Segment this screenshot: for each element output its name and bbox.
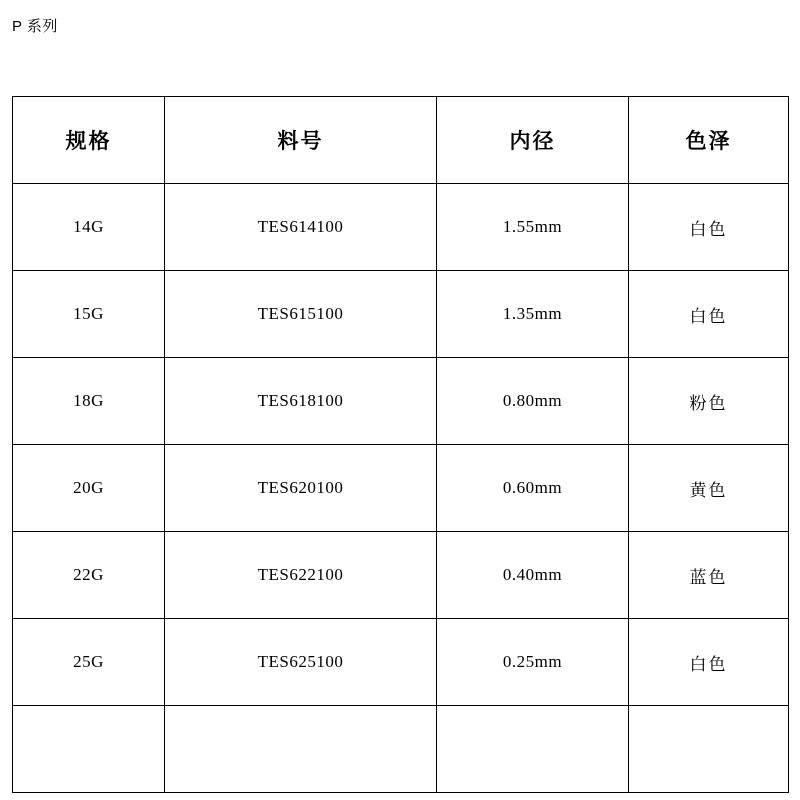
cell-color (629, 706, 789, 793)
cell-color: 白色 (629, 619, 789, 706)
cell-inner-diameter: 0.25mm (437, 619, 629, 706)
cell-part-number (165, 706, 437, 793)
cell-color: 黄色 (629, 445, 789, 532)
cell-color: 白色 (629, 271, 789, 358)
column-header-spec: 规格 (13, 97, 165, 184)
cell-inner-diameter: 0.40mm (437, 532, 629, 619)
cell-part-number: TES620100 (165, 445, 437, 532)
table-header (13, 97, 789, 184)
table-row (13, 706, 789, 793)
cell-spec: 15G (13, 271, 165, 358)
cell-part-number: TES618100 (165, 358, 437, 445)
cell-spec: 18G (13, 358, 165, 445)
table-body (13, 184, 789, 793)
cell-inner-diameter: 0.60mm (437, 445, 629, 532)
column-header-inner-diameter: 内径 (437, 97, 629, 184)
cell-spec: 14G (13, 184, 165, 271)
table-row (13, 271, 789, 358)
cell-part-number: TES614100 (165, 184, 437, 271)
cell-color: 粉色 (629, 358, 789, 445)
spec-table (12, 96, 789, 793)
cell-inner-diameter: 0.80mm (437, 358, 629, 445)
cell-spec (13, 706, 165, 793)
cell-color: 白色 (629, 184, 789, 271)
cell-part-number: TES615100 (165, 271, 437, 358)
spec-table-container (12, 96, 788, 793)
cell-color: 蓝色 (629, 532, 789, 619)
column-header-color: 色泽 (629, 97, 789, 184)
column-header-part-number: 料号 (165, 97, 437, 184)
table-row (13, 445, 789, 532)
cell-spec: 22G (13, 532, 165, 619)
cell-inner-diameter: 1.55mm (437, 184, 629, 271)
cell-spec: 20G (13, 445, 165, 532)
cell-part-number: TES625100 (165, 619, 437, 706)
table-header-row (13, 97, 789, 184)
table-row (13, 532, 789, 619)
table-row (13, 358, 789, 445)
cell-part-number: TES622100 (165, 532, 437, 619)
table-row (13, 184, 789, 271)
page-title: P 系列 (12, 18, 58, 35)
cell-inner-diameter (437, 706, 629, 793)
cell-inner-diameter: 1.35mm (437, 271, 629, 358)
table-row (13, 619, 789, 706)
cell-spec: 25G (13, 619, 165, 706)
